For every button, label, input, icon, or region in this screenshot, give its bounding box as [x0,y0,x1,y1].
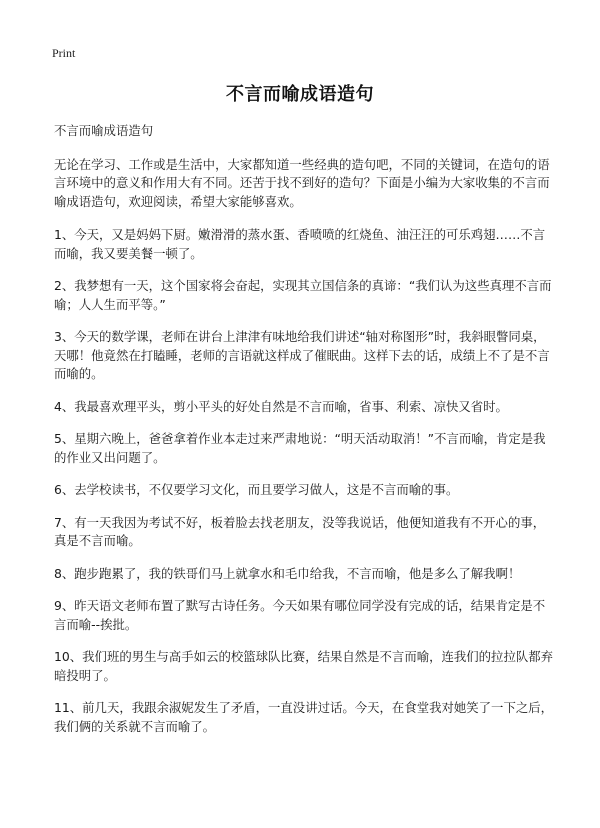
article-body [54,122,554,750]
sentence-list [54,226,554,736]
list-item: 4、我最喜欢理平头，剪小平头的好处自然是不言而喻，省事、利索、凉快又省时。 [54,398,508,414]
list-item: 9、昨天语文老师布置了默写古诗任务。今天如果有哪位同学没有完成的话，结果肯定是不言而喻--挨批。 [54,598,546,632]
list-item: 7、有一天我因为考试不好，板着脸去找老朋友，没等我说话，他便知道我有不开心的事，真是不言而喻。 [54,514,546,548]
list-item: 1、今天，又是妈妈下厨。嫩滑滑的蒸水蛋、香喷喷的红烧鱼、油汪汪的可乐鸡翅……不言而喻，我又要美餐一顿了。 [54,227,546,261]
list-item: 5、星期六晚上，爸爸拿着作业本走过来严肃地说：“明天活动取消！”不言而喻，肯定是我的作业又出问题了。 [54,431,546,465]
list-item: 6、去学校读书，不仅要学习文化，而且要学习做人，这是不言而喻的事。 [54,482,459,497]
list-item: 2、我梦想有一天，这个国家将会奋起，实现其立国信条的真谛：“我们认为这些真理不言而喻；人人生而平等。” [54,278,552,312]
page-title: 不言而喻成语造句 [226,84,374,105]
article-intro: 无论在学习、工作或是生活中，大家都知道一些经典的造句吧，不同的关键词，在造句的语言环境中的意义和作用大有不同。还苦于找不到好的造句？下面是小编为大家收集的不言而喻成语造句，欢迎阅读，希望大家能够喜欢。 [54,156,550,209]
article-subtitle: 不言而喻成语造句 [54,123,154,138]
list-item: 10、我们班的男生与高手如云的校篮球队比赛，结果自然是不言而喻，连我们的拉拉队都弃暗投明了。 [54,649,554,683]
list-item: 8、跑步跑累了，我的铁哥们马上就拿水和毛巾给我，不言而喻，他是多么了解我啊！ [54,565,521,581]
print-link[interactable]: Print [52,46,76,60]
list-item: 11、前几天，我跟余淑妮发生了矛盾，一直没讲过话。今天，在食堂我对她笑了一下之后，我们俩的关系就不言而喻了。 [54,700,554,734]
list-item: 3、今天的数学课，老师在讲台上津津有味地给我们讲述“轴对称图形”时，我斜眼瞥同桌，天哪！他竟然在打瞌睡，老师的言语就这样成了催眠曲。这样下去的话，成绩上不了是不言而喻的。 [54,329,550,381]
